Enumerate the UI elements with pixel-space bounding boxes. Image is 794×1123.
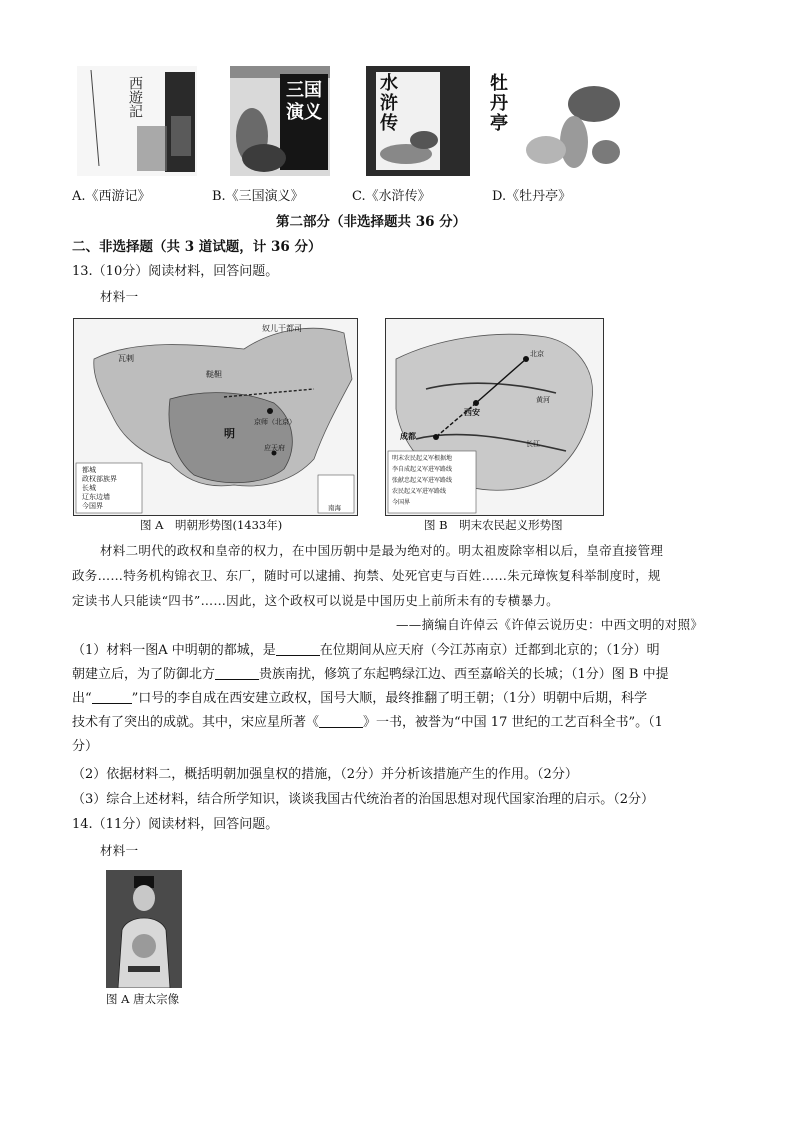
cover-shuihu: [366, 66, 470, 176]
map-a-label-tatar: 鞑靼: [206, 370, 222, 379]
blank-slogan[interactable]: [92, 689, 132, 704]
q13-sub1-part7: 技术有了突出的成就。其中，宋应星所著《: [72, 715, 320, 730]
map-b-legend-3: 张献忠起义军进军路线: [392, 477, 453, 484]
cover-mudanting: [486, 70, 624, 176]
map-a-caption: 图 A 明朝形势图(1433年): [140, 518, 283, 532]
map-a-label-jingshi: 京师（北京）: [254, 418, 296, 426]
map-a: [73, 318, 358, 516]
map-a-legend-wall: 长城: [82, 484, 96, 492]
material2-line1: 材料二明代的政权和皇帝的权力，在中国历朝中是最为绝对的。明太祖废除宰相以后，皇帝直接管理: [100, 543, 664, 558]
q13-sub1-line2: [72, 664, 669, 686]
q14-figA-caption: 图 A 唐太宗像: [106, 992, 180, 1006]
material2-line2: 政务……特务机构锦衣卫、东厂，随时可以逮捕、拘禁、处死官吏与百姓……朱元璋恢复科举制度时，规: [72, 568, 661, 583]
map-a-legend-capital: 都城: [82, 466, 96, 474]
q13-sub1-line3: [72, 688, 647, 710]
q14-material1-label: 材料一: [100, 843, 139, 858]
material2-source: ——摘编自许倬云《许倬云说历史：中西文明的对照》: [396, 617, 704, 632]
portrait-tang-taizong: [106, 870, 182, 988]
q13-material1-label: 材料一: [100, 289, 139, 304]
map-b-label-chengdu: 成都: [400, 431, 416, 441]
q13-sub1-part4: 贵族南扰，修筑了东起鸭绿江边、西至嘉峪关的长城；（1分）图 B 中提: [259, 667, 669, 682]
map-b-label-beijing: 北京: [530, 350, 544, 358]
q13-sub1-part6: ”口号的李自成在西安建立政权，国号大顺，最终推翻了明王朝；（1分）明朝中后期，科学: [131, 691, 648, 706]
map-b-legend-1: 明末农民起义军根据地: [392, 455, 453, 462]
q13-sub1-part5: 出“: [72, 691, 92, 706]
q13-stem: 13.（10分）阅读材料，回答问题。: [72, 264, 279, 279]
q13-sub1-part3: 朝建立后，为了防御北方: [72, 667, 216, 682]
section-heading: 二、非选择题（共 3 道试题，计 36 分）: [72, 239, 322, 255]
cover-mudanting-title: 牡丹亭: [490, 73, 508, 134]
map-b-label-huanghe: 黄河: [536, 396, 550, 404]
option-b: B.《三国演义》: [212, 189, 304, 204]
map-b-label-xian: 西安: [464, 407, 480, 417]
map-a-label-ming: 明: [224, 427, 235, 440]
map-b-label-changjiang: 长江: [526, 440, 540, 448]
map-a-legend-liaodong: 辽东边墙: [82, 493, 110, 501]
cover-shuihu-title: 水浒传: [380, 73, 398, 134]
map-a-drawing: [74, 319, 357, 515]
cover-xiyouji-title: 西遊記: [127, 76, 143, 118]
map-b: [385, 318, 604, 516]
q13-sub1-line5: 分）: [72, 739, 99, 754]
q13-sub1-part8: 》一书，被誉为“中国 17 世纪的工艺百科全书”。（1: [363, 715, 663, 730]
map-a-label-wala: 瓦剌: [118, 354, 134, 363]
map-b-legend-5: 今国界: [392, 499, 411, 506]
portrait-tang-taizong-art: [106, 870, 182, 988]
q13-sub1-part1: （1）材料一图A 中明朝的都城，是: [72, 643, 276, 658]
blank-nomads[interactable]: [215, 665, 259, 680]
map-a-label-nanhai: 南海: [328, 504, 341, 512]
option-c: C.《水浒传》: [352, 189, 431, 204]
cover-xiyouji: [77, 66, 197, 176]
q13-sub3: （3）综合上述材料，结合所学知识，谈谈我国古代统治者的治国思想对现代国家治理的启示。（2分）: [72, 792, 655, 807]
map-a-label-yingtian: 应天府: [264, 444, 285, 452]
q14-stem: 14.（11分）阅读材料，回答问题。: [72, 817, 279, 832]
q13-sub1-line1: [72, 640, 660, 662]
map-a-legend-national: 今国界: [82, 502, 103, 510]
map-b-legend-4: 农民起义军进军路线: [392, 488, 447, 495]
map-b-legend-2: 李自成起义军进军路线: [392, 466, 453, 473]
blank-emperor[interactable]: [276, 641, 320, 656]
map-b-caption: 图 B 明末农民起义形势图: [424, 518, 563, 532]
map-a-label-nurgan: 奴儿干都司: [262, 324, 302, 333]
part2-heading: 第二部分（非选择题共 36 分）: [276, 214, 467, 230]
option-d: D.《牡丹亭》: [492, 189, 572, 204]
cover-sanguo: [230, 66, 330, 176]
map-a-legend-border: 政权部族界: [82, 475, 117, 483]
material2-line3: 定读书人只能读“四书”……因此，这个政权可以说是中国历史上前所未有的专横暴力。: [72, 593, 559, 608]
cover-sanguo-title: 三国演义: [286, 80, 322, 123]
q13-sub1-part2: 在位期间从应天府（今江苏南京）迁都到北京的；（1分）明: [319, 643, 660, 658]
q13-sub1-line4: [72, 712, 663, 734]
blank-book[interactable]: [319, 713, 363, 728]
q13-sub2: （2）依据材料二，概括明朝加强皇权的措施，（2分）并分析该措施产生的作用。（2分）: [72, 767, 578, 782]
option-a: A.《西游记》: [72, 189, 151, 204]
